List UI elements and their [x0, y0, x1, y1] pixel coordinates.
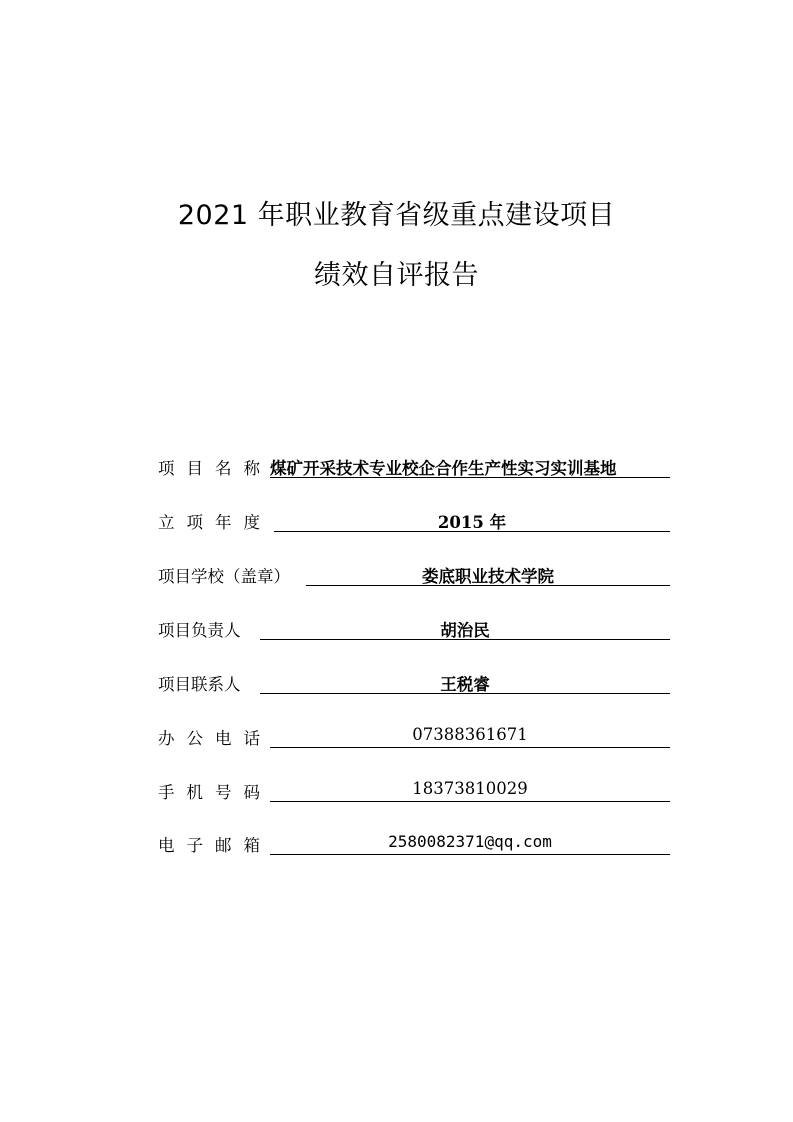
report-title-line1: 2021 年职业教育省级重点建设项目 — [177, 200, 616, 231]
field-value: 07388361671 — [270, 725, 670, 748]
field-value: 2580082371@qq.com — [270, 832, 670, 855]
field-value: 娄底职业技术学院 — [306, 563, 670, 586]
field-value: 2015 年 — [274, 509, 670, 532]
report-title-line2: 绩效自评报告 — [314, 260, 479, 291]
field-label: 项目负责人 — [158, 621, 241, 640]
field-label: 项目学校（盖章） — [158, 567, 290, 586]
field-label: 办公电话 — [158, 729, 272, 748]
field-label: 项目名称 — [158, 459, 272, 478]
field-label: 立项年度 — [158, 513, 272, 532]
field-label: 手机号码 — [158, 783, 272, 802]
field-value: 胡治民 — [260, 617, 670, 640]
field-value: 18373810029 — [270, 779, 670, 802]
field-label: 项目联系人 — [158, 675, 241, 694]
field-value: 煤矿开采技术专业校企合作生产性实习实训基地 — [270, 455, 670, 478]
field-label: 电子邮箱 — [158, 836, 272, 855]
field-value: 王税睿 — [260, 671, 670, 694]
